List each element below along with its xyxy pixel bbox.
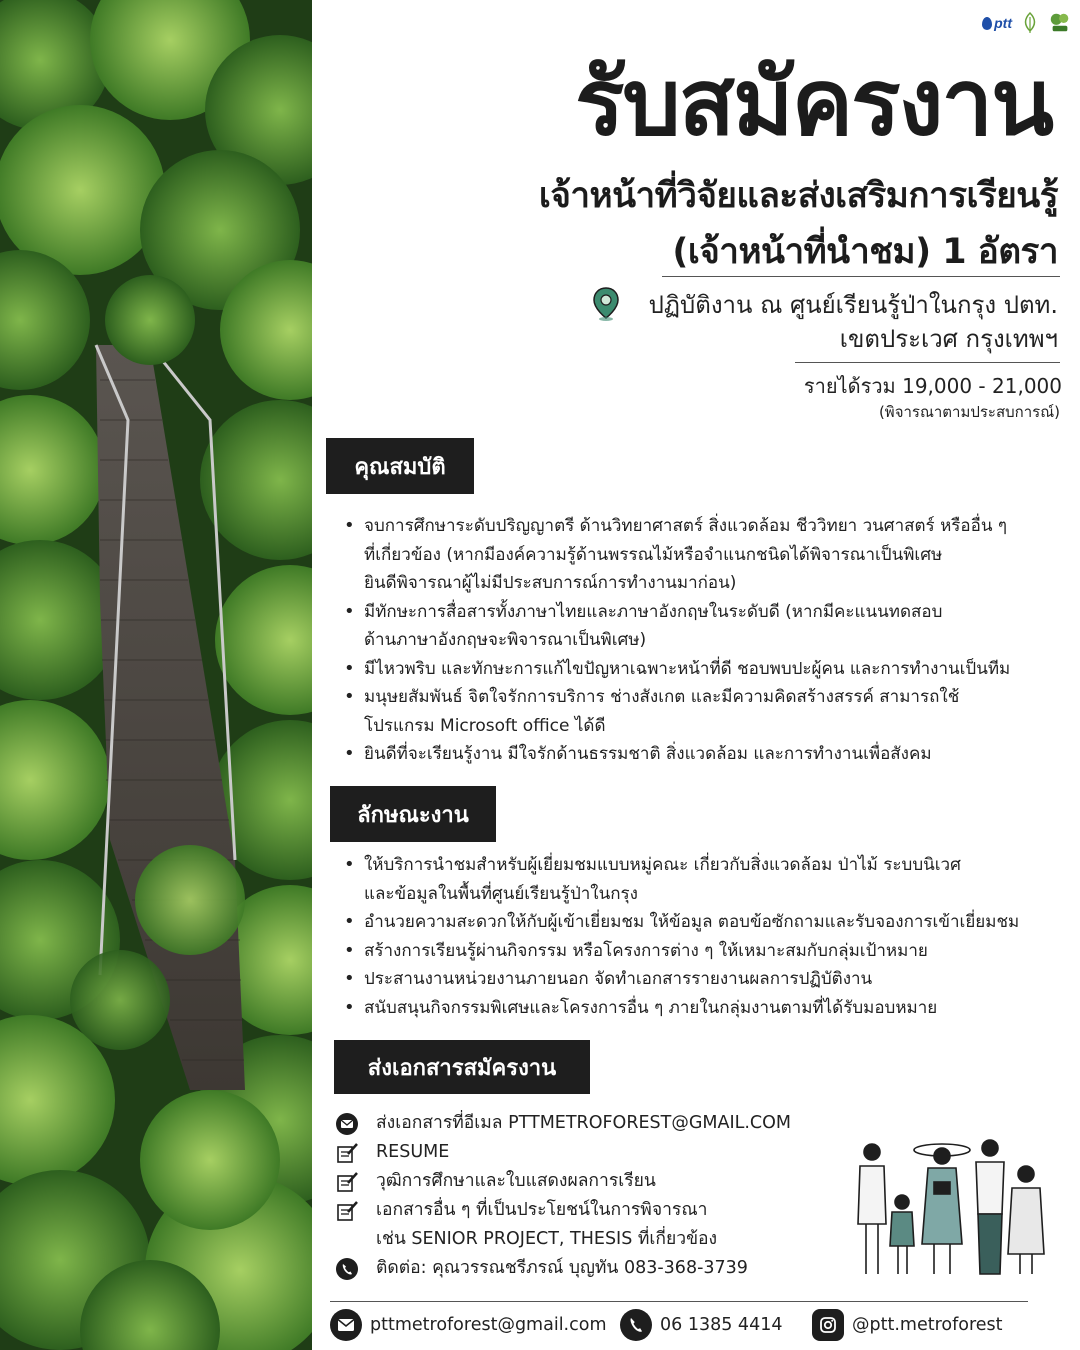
location-line-2: เขตประเวศ กรุงเทพฯ <box>839 325 1058 353</box>
list-item-text: • ประสานงานหน่วยงานภายนอก จัดทำเอกสารรายงานผลการปฏิบัติงาน <box>364 969 873 989</box>
contact-text: ติดต่อ: คุณวรรณชรีภรณ์ บุญทัน 083-368-3739 <box>376 1258 748 1278</box>
footer-phone-text: 06 1385 4414 <box>660 1315 783 1335</box>
application-email-text: ส่งเอกสารที่อีเมล PTTMETROFOREST@GMAIL.COM <box>376 1113 792 1133</box>
instagram-icon <box>812 1309 844 1341</box>
list-item <box>342 965 1067 994</box>
footer-email-text: pttmetroforest@gmail.com <box>370 1315 607 1335</box>
list-item-text: • จบการศึกษาระดับปริญญาตรี ด้านวิทยาศาสตร์ สิ่งแวดล้อม ชีววิทยา วนศาสตร์ หรืออื่น ๆ <box>364 516 1007 536</box>
footer-phone[interactable] <box>620 1308 782 1342</box>
list-item <box>342 994 1067 1023</box>
checklist-icon <box>336 1171 358 1193</box>
list-item <box>342 512 1067 598</box>
list-item <box>342 908 1067 937</box>
forest-logo-icon <box>1018 10 1042 36</box>
qualifications-list <box>342 512 1067 769</box>
list-item-text: ด้านภาษาอังกฤษจะพิจารณาเป็นพิเศษ) <box>364 630 647 650</box>
document-text: เอกสารอื่น ๆ ที่เป็นประโยชน์ในการพิจารณา <box>376 1200 708 1220</box>
forest-walkway-photo <box>0 0 312 1350</box>
list-item-text: • อำนวยความสะดวกให้กับผู้เข้าเยี่ยมชม ให้ข้อมูล ตอบข้อซักถามและรับจองการเข้าเยี่ยมชม <box>364 912 1020 932</box>
list-item <box>342 851 1067 908</box>
application-heading: ส่งเอกสารสมัครงาน <box>334 1040 590 1094</box>
qualifications-heading: คุณสมบัติ <box>326 438 474 494</box>
list-item-text: ยินดีพิจารณาผู้ไม่มีประสบการณ์การทำงานมาก่อน) <box>364 573 737 593</box>
salary-range: รายได้รวม 19,000 - 21,000 <box>803 374 1062 398</box>
document-transcript <box>336 1167 791 1196</box>
list-item-text: โปรแกรม Microsoft office ได้ดี <box>364 715 606 736</box>
list-item-text: • มีไหวพริบ และทักษะการแก้ไขปัญหาเฉพาะหน้าที่ดี ชอบพบปะผู้คน และการทำงานเป็นทีม <box>364 658 1011 679</box>
document-text: เช่น SENIOR PROJECT, THESIS ที่เกี่ยวข้อง <box>376 1229 718 1249</box>
people-illustration <box>850 1134 1050 1284</box>
partner-logos <box>982 10 1072 36</box>
metro-forest-logo-icon <box>1048 10 1072 36</box>
list-item <box>342 683 1067 740</box>
checklist-icon <box>336 1200 358 1222</box>
job-description-heading: ลักษณะงาน <box>330 786 496 842</box>
divider <box>330 1301 1028 1302</box>
list-item-text: • ยินดีที่จะเรียนรู้งาน มีใจรักด้านธรรมชาติ สิ่งแวดล้อม และการทำงานเพื่อสังคม <box>364 744 932 764</box>
list-item <box>342 655 1067 684</box>
salary-note: (พิจารณาตามประสบการณ์) <box>878 403 1060 421</box>
position-count: (เจ้าหน้าที่นำชม) 1 อัตรา <box>672 232 1058 272</box>
phone-icon <box>620 1309 652 1341</box>
page-title: รับสมัครงาน <box>574 49 1052 156</box>
list-item <box>342 598 1067 655</box>
footer-email[interactable] <box>330 1308 607 1342</box>
list-item <box>342 740 1067 769</box>
ptt-drop-icon <box>982 17 992 30</box>
document-text: วุฒิการศึกษาและใบแสดงผลการเรียน <box>376 1171 656 1191</box>
contact-row <box>336 1254 791 1283</box>
list-item <box>342 937 1067 966</box>
ptt-logo-text: ptt <box>994 15 1012 31</box>
list-item-text: ที่เกี่ยวข้อง (หากมีองค์ความรู้ด้านพรรณไม้หรือจำแนกชนิดได้พิจารณาเป็นพิเศษ <box>364 544 943 565</box>
job-description-list <box>342 851 1067 1022</box>
ptt-logo <box>982 15 1012 31</box>
position-title: เจ้าหน้าที่วิจัยและส่งเสริมการเรียนรู้ <box>538 176 1058 216</box>
list-item-text: • สนับสนุนกิจกรรมพิเศษและโครงการอื่น ๆ ภายในกลุ่มงานตามที่ได้รับมอบหมาย <box>364 997 938 1018</box>
list-item-text: • ให้บริการนำชมสำหรับผู้เยี่ยมชมแบบหมู่คณะ เกี่ยวกับสิ่งแวดล้อม ป่าไม้ ระบบนิเวศ <box>364 855 961 875</box>
document-other <box>336 1196 791 1225</box>
document-text: RESUME <box>376 1142 450 1162</box>
application-documents <box>336 1109 791 1283</box>
phone-icon <box>336 1258 358 1280</box>
application-email-row <box>336 1109 791 1138</box>
footer-instagram-text: @ptt.metroforest <box>852 1315 1003 1335</box>
footer-instagram[interactable] <box>812 1308 1003 1342</box>
list-item-text: • มีทักษะการสื่อสารทั้งภาษาไทยและภาษาอังกฤษในระดับดี (หากมีคะแนนทดสอบ <box>364 601 943 622</box>
location-pin-icon <box>592 286 620 322</box>
envelope-icon <box>336 1113 358 1135</box>
list-item-text: • สร้างการเรียนรู้ผ่านกิจกรรม หรือโครงการต่าง ๆ ให้เหมาะสมกับกลุ่มเป้าหมาย <box>364 940 928 961</box>
list-item-text: • มนุษยสัมพันธ์ จิตใจรักการบริการ ช่างสังเกต และมีความคิดสร้างสรรค์ สามารถใช้ <box>364 687 960 707</box>
list-item-text: และข้อมูลในพื้นที่ศูนย์เรียนรู้ป่าในกรุง <box>364 883 638 904</box>
checklist-icon <box>336 1142 358 1164</box>
work-location <box>649 288 1058 356</box>
footer-contacts <box>0 1308 1080 1342</box>
document-resume <box>336 1138 791 1167</box>
location-line-1: ปฏิบัติงาน ณ ศูนย์เรียนรู้ป่าในกรุง ปตท. <box>648 291 1058 319</box>
document-other-detail <box>336 1225 791 1254</box>
envelope-icon <box>330 1309 362 1341</box>
divider <box>662 276 1060 277</box>
divider <box>795 362 1060 363</box>
